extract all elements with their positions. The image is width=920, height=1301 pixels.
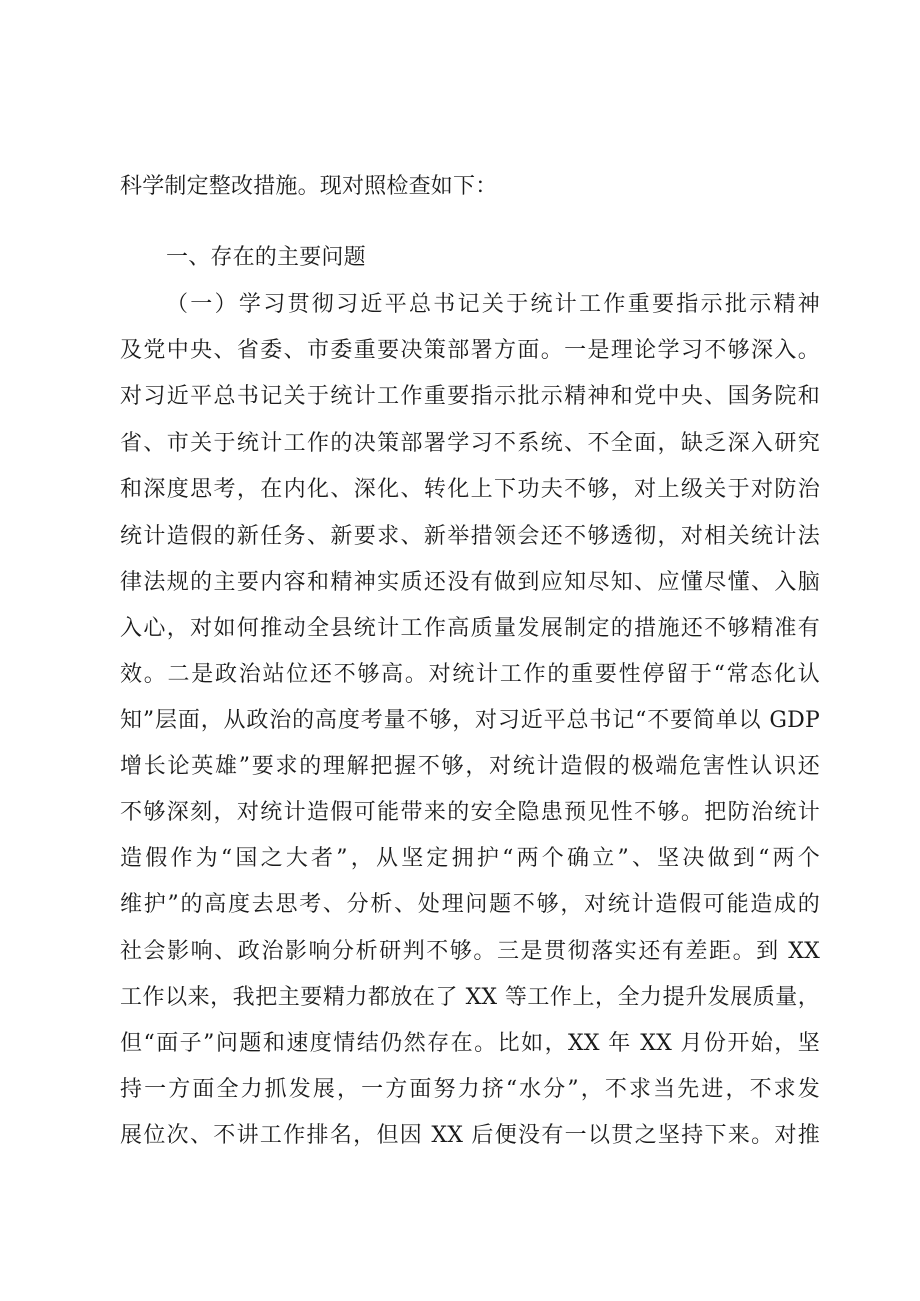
paragraph-line: 持一方面全力抓发展，一方面努力挤“水分”，不求当先进，不求发	[120, 1077, 820, 1102]
paragraph-line: 维护”的高度去思考、分析、处理问题不够，对统计造假可能造成的	[120, 892, 820, 917]
paragraph-line: 省、市关于统计工作的决策部署学习不系统、不全面，缺乏深入研究	[120, 431, 820, 456]
paragraph-line: 入心，对如何推动全县统计工作高质量发展制定的措施还不够精准有	[120, 616, 820, 641]
paragraph-line: 增长论英雄”要求的理解把握不够，对统计造假的极端危害性认识还	[120, 754, 820, 779]
paragraph-line: 效。二是政治站位还不够高。对统计工作的重要性停留于“常态化认	[120, 662, 820, 687]
paragraph-line: 知”层面，从政治的高度考量不够，对习近平总书记“不要简单以 GDP	[120, 708, 820, 733]
paragraph-line: 及党中央、省委、市委重要决策部署方面。一是理论学习不够深入。	[120, 338, 820, 363]
paragraph-line: 但“面子”问题和速度情结仍然存在。比如，XX 年 XX 月份开始，坚	[120, 1031, 820, 1056]
section-heading: 一、存在的主要问题	[166, 245, 366, 270]
paragraph-line: 工作以来，我把主要精力都放在了 XX 等工作上，全力提升发展质量，	[120, 985, 820, 1010]
paragraph-line: 不够深刻，对统计造假可能带来的安全隐患预见性不够。把防治统计	[120, 800, 820, 825]
paragraph-line: 和深度思考，在内化、深化、转化上下功夫不够，对上级关于对防治	[120, 477, 820, 502]
paragraph-line: 社会影响、政治影响分析研判不够。三是贯彻落实还有差距。到 XX	[120, 939, 820, 964]
intro-line: 科学制定整改措施。现对照检查如下：	[120, 174, 498, 199]
paragraph-line: 律法规的主要内容和精神实质还没有做到应知尽知、应懂尽懂、入脑	[120, 570, 820, 595]
paragraph-line: 对习近平总书记关于统计工作重要指示批示精神和党中央、国务院和	[120, 384, 820, 409]
paragraph-line: 造假作为“国之大者”，从坚定拥护“两个确立”、坚决做到“两个	[120, 846, 820, 871]
paragraph-line: 展位次、不讲工作排名，但因 XX 后便没有一以贯之坚持下来。对推	[120, 1123, 820, 1148]
paragraph-line: （一）学习贯彻习近平总书记关于统计工作重要指示批示精神	[166, 292, 820, 317]
paragraph-line: 统计造假的新任务、新要求、新举措领会还不够透彻，对相关统计法	[120, 524, 820, 549]
